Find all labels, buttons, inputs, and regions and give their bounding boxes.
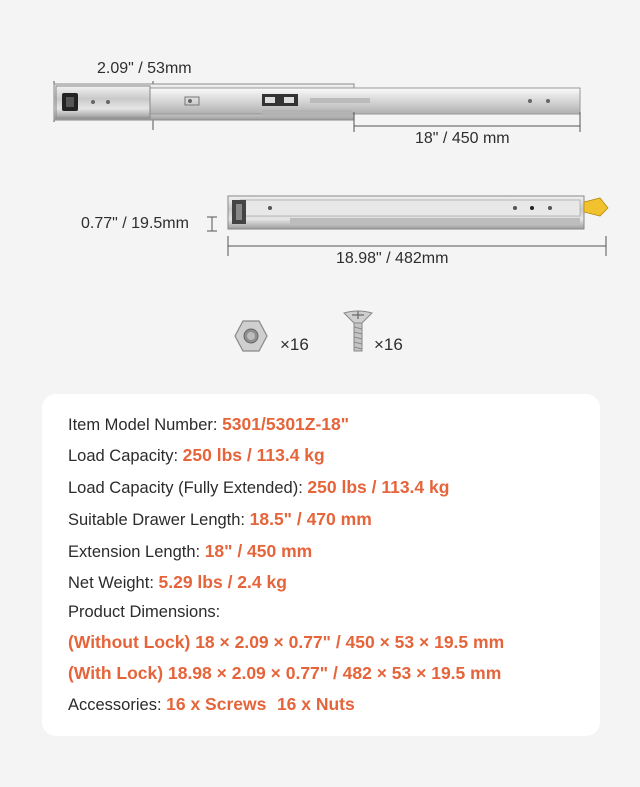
length-dimension-label: 18.98" / 482mm: [336, 250, 449, 267]
accessory-icons: [228, 305, 428, 360]
screw-quantity: ×16: [374, 335, 403, 354]
extended-slide-illustration: [0, 0, 640, 160]
nut-quantity: ×16: [280, 335, 309, 354]
closed-slide-illustration: [0, 180, 640, 280]
product-dimensions-heading: Product Dimensions:: [68, 603, 221, 621]
spec-label: Load Capacity (Fully Extended):: [68, 479, 303, 497]
extended-slide-diagram: [0, 0, 640, 160]
width-dimension-label: 2.09" / 53mm: [97, 60, 192, 77]
spec-label: Load Capacity:: [68, 447, 179, 465]
with-lock-tag: (With Lock): [68, 663, 164, 683]
specifications-card: [42, 394, 600, 736]
spec-row-net-weight: [68, 572, 287, 593]
without-lock-tag: (Without Lock): [68, 632, 191, 652]
height-dimension-label: 0.77" / 19.5mm: [81, 215, 189, 232]
spec-label: Item Model Number:: [68, 416, 218, 434]
accessories-label: Accessories:: [68, 696, 162, 714]
extension-dimension-label: 18" / 450 mm: [415, 130, 510, 147]
dimensions-with-lock: [68, 663, 501, 684]
spec-value: 5301/5301Z-18": [222, 414, 350, 434]
spec-row-accessories: [68, 694, 355, 715]
spec-row-load-capacity: [68, 445, 325, 466]
without-lock-value: 18 × 2.09 × 0.77" / 450 × 53 × 19.5 mm: [195, 632, 505, 652]
spec-row-model: [68, 414, 349, 435]
spec-row-load-capacity-extended: [68, 477, 449, 498]
with-lock-value: 18.98 × 2.09 × 0.77" / 482 × 53 × 19.5 mm: [167, 663, 502, 683]
spec-label: Net Weight:: [68, 574, 154, 592]
accessories-nuts: 16 x Nuts: [276, 694, 355, 714]
spec-value: 250 lbs / 113.4 kg: [182, 445, 325, 465]
accessories-screws: 16 x Screws: [166, 694, 267, 714]
spec-label: Suitable Drawer Length:: [68, 511, 246, 529]
spec-label: Extension Length:: [68, 543, 201, 561]
hex-nut-icon: [234, 319, 268, 353]
spec-value: 18" / 450 mm: [204, 541, 313, 561]
spec-row-drawer-length: [68, 509, 372, 530]
spec-row-extension-length: [68, 541, 312, 562]
spec-value: 18.5" / 470 mm: [249, 509, 372, 529]
spec-value: 5.29 lbs / 2.4 kg: [158, 572, 287, 592]
closed-slide-diagram: [0, 180, 640, 280]
countersunk-screw-icon: [342, 309, 374, 355]
spec-value: 250 lbs / 113.4 kg: [307, 477, 450, 497]
dimensions-without-lock: [68, 632, 504, 653]
